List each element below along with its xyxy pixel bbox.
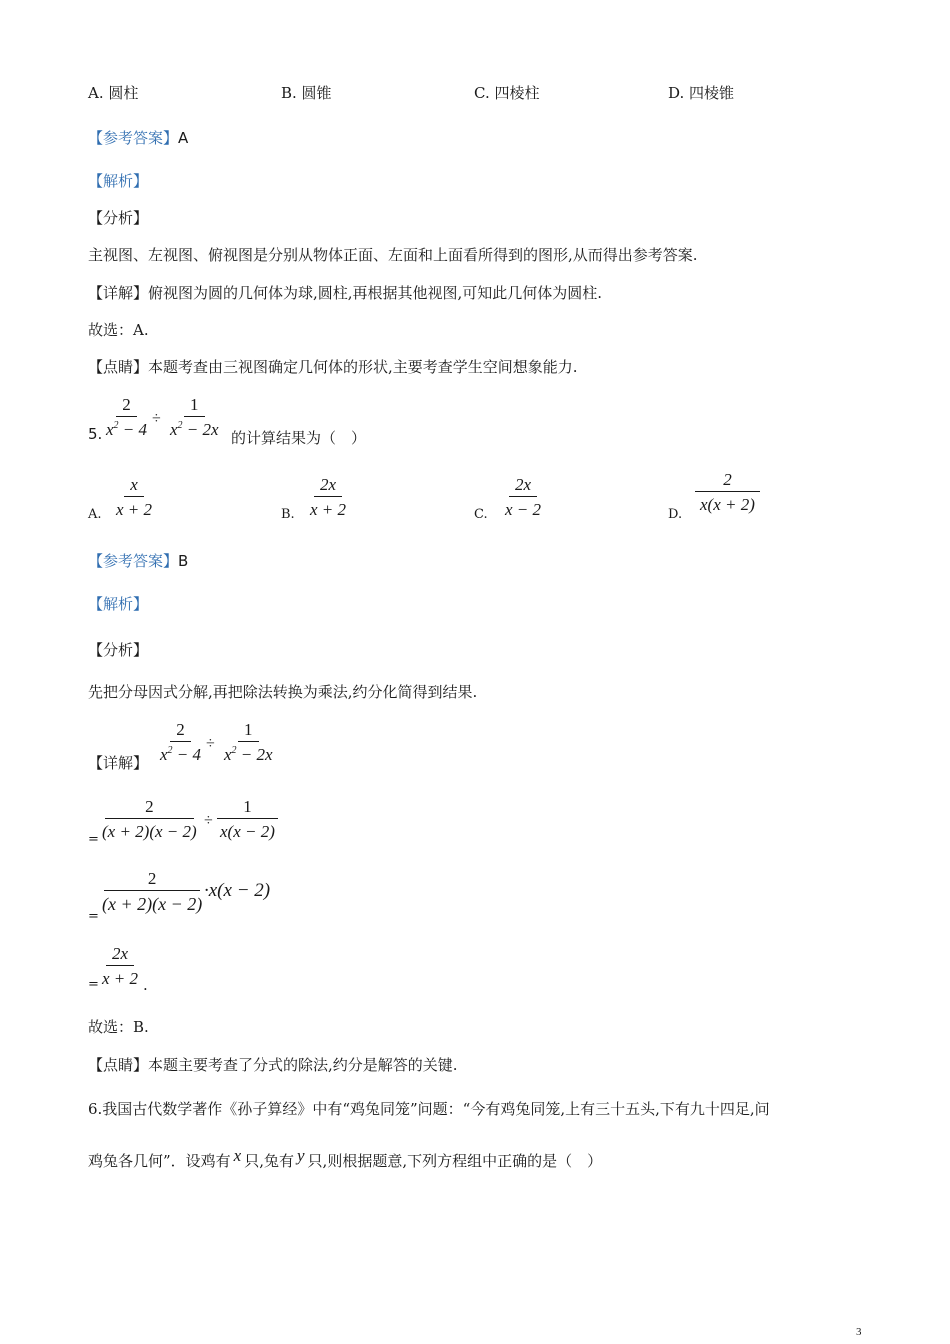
q5-analysis-label: 【解析】	[88, 595, 149, 613]
fraction-denominator: (x + 2)(x − 2)	[102, 822, 197, 841]
q5-answer-row	[88, 550, 188, 571]
q6-line2-part-c: 只,则根据题意,下列方程组中正确的是（ ）	[307, 1152, 603, 1170]
fraction-denominator: $x^2 - 4$	[160, 745, 202, 764]
q4-fenxi-label: 【分析】	[88, 209, 149, 227]
answer-label: 【参考答案】	[88, 129, 179, 147]
divide-sign: ÷	[204, 812, 213, 829]
q5-option-c-label: C.	[474, 507, 488, 522]
q6-line2-part-a: 鸡兔各几何”．设鸡有	[88, 1152, 231, 1170]
answer-value: B	[178, 552, 189, 570]
fraction-denominator: $x^2 - 2x$	[170, 420, 219, 439]
q5-detail-fraction-1	[154, 721, 207, 763]
equals-sign: =	[88, 832, 99, 847]
equals-sign: =	[88, 977, 99, 992]
q5-choice-text: 故选：B.	[88, 1018, 149, 1036]
q5-detail-label: 【详解】	[88, 754, 149, 772]
q5-stem-suffix: 的计算结果为（ ）	[231, 429, 367, 447]
q5-option-a-label: A.	[88, 507, 102, 522]
q5-fenxi-label: 【分析】	[88, 641, 149, 659]
fraction-denominator: x + 2	[116, 500, 153, 519]
q5-number: 5.	[88, 425, 103, 443]
q4-detail-text: 【详解】俯视图为圆的几何体为球,圆柱,再根据其他视图,可知此几何体为圆柱.	[88, 284, 603, 302]
q4-fenxi-text: 主视图、左视图、俯视图是分别从物体正面、左面和上面看所得到的图形,从而得出参考答案.	[88, 246, 698, 264]
q4-answer-row	[88, 127, 188, 148]
fraction-denominator: x + 2	[102, 969, 139, 988]
fraction-numerator: 2x	[106, 945, 134, 966]
q5-option-b-fraction	[304, 476, 352, 518]
q5-detail-fraction-2	[218, 721, 279, 763]
fraction-numerator: 1	[238, 721, 259, 742]
answer-label: 【参考答案】	[88, 552, 179, 570]
fraction-denominator: x + 2	[310, 500, 347, 519]
q5-expr-fraction-2	[164, 396, 225, 438]
q6-line2-part-b: 只,兔有	[244, 1152, 294, 1170]
q4-option-a: A. 圆柱	[88, 84, 139, 102]
divide-sign: ÷	[206, 735, 215, 752]
variable-x: x	[233, 1146, 242, 1165]
fraction-denominator: x(x + 2)	[700, 495, 755, 514]
q4-option-d: D. 四棱锥	[668, 84, 735, 102]
q4-analysis-label: 【解析】	[88, 172, 149, 190]
q5-step1-fraction-2	[214, 798, 281, 840]
q5-step3-fraction	[96, 945, 144, 987]
q5-expr-fraction-1	[100, 396, 153, 438]
fraction-numerator: x	[124, 476, 144, 497]
q5-fenxi-text: 先把分母因式分解,再把除法转换为乘法,约分化简得到结果.	[88, 683, 478, 701]
fraction-denominator: $x^2 - 2x$	[224, 745, 273, 764]
q5-option-a-fraction	[110, 476, 158, 518]
q5-step2-fraction	[96, 870, 208, 913]
period: .	[143, 976, 148, 994]
q5-step2-tail: ·x(x − 2)	[204, 880, 271, 901]
fraction-numerator: 2x	[509, 476, 537, 497]
fraction-numerator: 1	[217, 798, 278, 819]
q4-dianjing-text: 【点睛】本题考查由三视图确定几何体的形状,主要考查学生空间想象能力.	[88, 358, 578, 376]
fraction-denominator: (x + 2)(x − 2)	[102, 894, 203, 914]
fraction-numerator: 2	[695, 471, 760, 492]
fraction-numerator: 2	[116, 396, 137, 417]
q5-option-d-fraction	[694, 471, 761, 513]
page-number: 3	[856, 1326, 862, 1338]
variable-y: y	[297, 1146, 305, 1165]
divide-sign: ÷	[152, 410, 161, 427]
fraction-numerator: 2	[104, 870, 201, 891]
q5-option-b-label: B.	[281, 507, 295, 522]
fraction-denominator: x − 2	[505, 500, 542, 519]
fraction-numerator: 1	[184, 396, 205, 417]
fraction-denominator: x(x − 2)	[220, 822, 275, 841]
fraction-denominator: $x^2 - 4$	[106, 420, 148, 439]
q5-option-d-label: D.	[668, 507, 683, 522]
q5-step1-fraction-1	[96, 798, 203, 840]
q5-dianjing-text: 【点睛】本题主要考查了分式的除法,约分是解答的关键.	[88, 1056, 458, 1074]
equals-sign: =	[88, 909, 99, 924]
answer-value: A	[178, 129, 189, 147]
q4-option-b: B. 圆锥	[281, 84, 332, 102]
q6-stem-line-1: 6.我国古代数学著作《孙子算经》中有“鸡兔同笼”问题：“今有鸡兔同笼,上有三十五头,下有九十四足,问	[88, 1100, 770, 1118]
q6-stem-line-2	[88, 1146, 603, 1171]
fraction-numerator: 2	[170, 721, 191, 742]
fraction-numerator: 2x	[314, 476, 342, 497]
q4-choice-text: 故选：A.	[88, 321, 149, 339]
q4-option-c: C. 四棱柱	[474, 84, 540, 102]
fraction-numerator: 2	[105, 798, 194, 819]
q5-option-c-fraction	[499, 476, 547, 518]
